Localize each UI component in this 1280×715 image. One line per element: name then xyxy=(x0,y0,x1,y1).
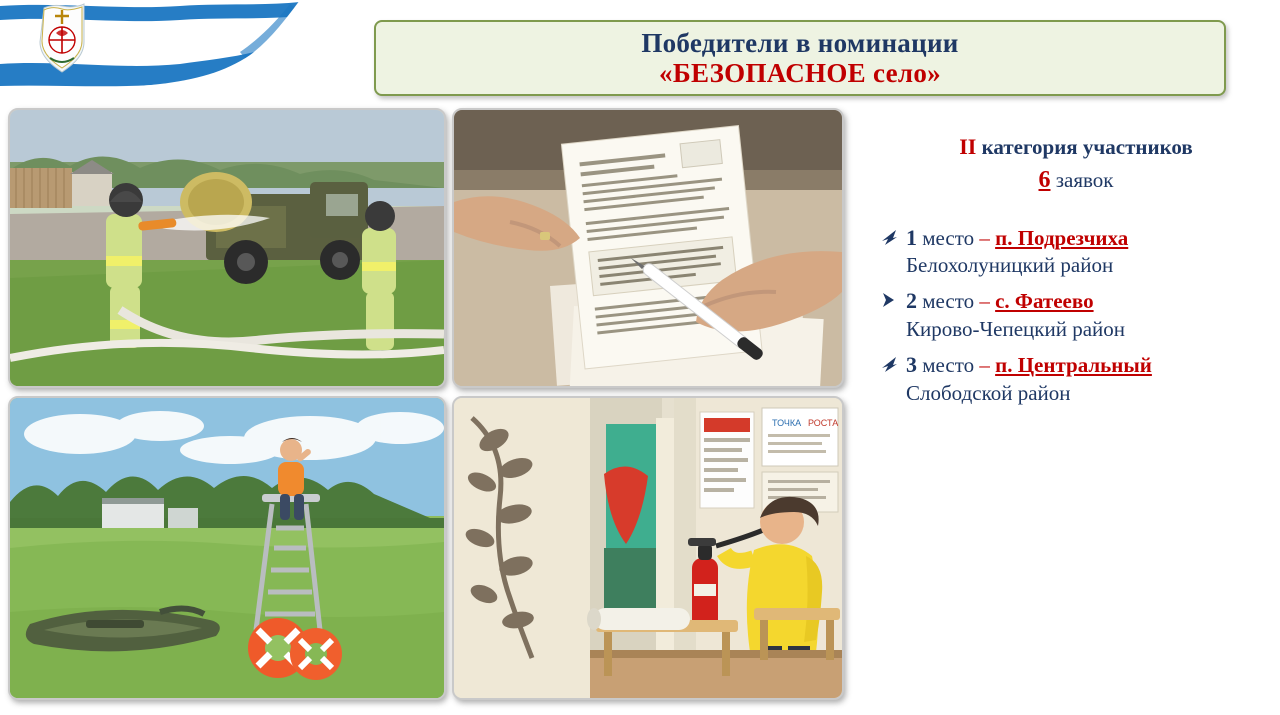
category-line xyxy=(880,132,1272,162)
arrow-bullet-icon xyxy=(880,354,900,374)
region-flag-emblem xyxy=(0,0,320,96)
place-row-main xyxy=(906,351,1272,379)
places-list xyxy=(880,224,1272,407)
place-row-main xyxy=(906,287,1272,315)
photo-lifeguard-tower-boat-field xyxy=(8,396,446,700)
photo-hands-filling-document-image xyxy=(454,110,842,386)
applications-count: 6 xyxy=(1038,166,1051,193)
list-item xyxy=(880,287,1272,343)
photo-hands-filling-document xyxy=(452,108,844,388)
place-number: 3 xyxy=(906,352,917,378)
category-roman: II xyxy=(959,134,977,159)
applications-line xyxy=(880,162,1272,198)
place-settlement: п. Подрезчиха xyxy=(995,225,1129,250)
results-panel xyxy=(880,132,1272,415)
category-label: категория участников xyxy=(981,135,1193,159)
photo-woman-with-fire-extinguisher-indoors xyxy=(452,396,844,700)
place-word: место xyxy=(922,353,975,378)
place-dash: – xyxy=(979,225,990,250)
list-item xyxy=(880,351,1272,407)
place-district: Слободской район xyxy=(906,380,1071,405)
place-settlement: п. Центральный xyxy=(995,353,1152,378)
slide-title-box xyxy=(374,20,1226,96)
list-item xyxy=(880,224,1272,280)
place-number: 2 xyxy=(906,288,917,314)
arrow-bullet-icon xyxy=(880,227,900,247)
place-word: место xyxy=(922,289,975,314)
page-title-line1: Победители в номинации xyxy=(641,27,959,58)
photo-woman-with-fire-extinguisher-indoors-image xyxy=(454,398,842,698)
arrow-bullet-icon xyxy=(880,290,900,310)
place-dash: – xyxy=(979,353,990,378)
place-row-main xyxy=(906,224,1272,252)
photo-firefighters-hosing-truck xyxy=(8,108,446,388)
page-title-line2: «БЕЗОПАСНОЕ село» xyxy=(659,58,941,88)
svg-text:ТОЧКА: ТОЧКА xyxy=(772,418,802,428)
place-dash: – xyxy=(979,289,990,314)
place-number: 1 xyxy=(906,224,917,250)
place-settlement: с. Фатеево xyxy=(995,289,1094,314)
place-word: место xyxy=(922,225,975,250)
place-district: Кирово-Чепецкий район xyxy=(906,316,1126,341)
applications-word: заявок xyxy=(1055,167,1114,192)
photo-firefighters-hosing-truck-image xyxy=(10,110,444,386)
kirov-region-flag-icon xyxy=(0,0,320,96)
photo-lifeguard-tower-boat-field-image xyxy=(10,398,444,698)
place-district: Белохолуницкий район xyxy=(906,253,1114,278)
svg-text:РОСТА: РОСТА xyxy=(808,418,839,428)
